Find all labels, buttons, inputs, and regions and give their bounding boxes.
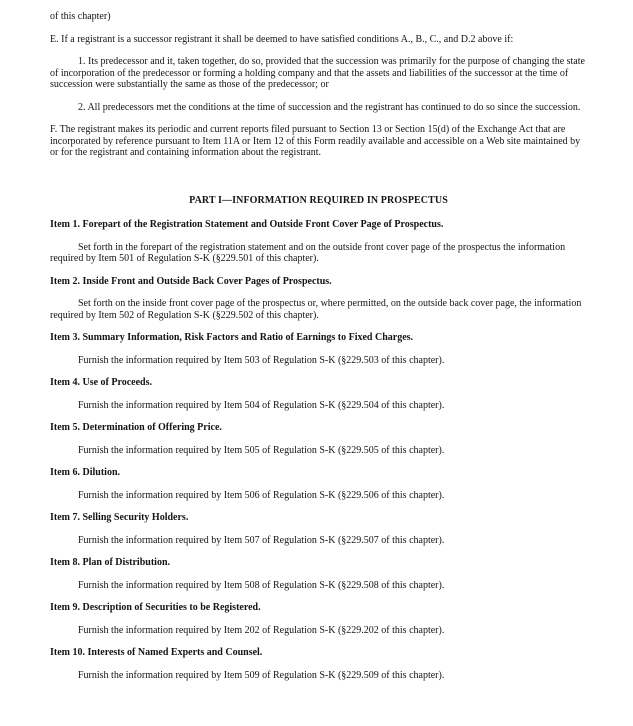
- item-5-body: Furnish the information required by Item 505 of Regulation S-K (§229.505 of this chapter).: [78, 444, 445, 456]
- item-8-body: Furnish the information required by Item 508 of Regulation S-K (§229.508 of this chapter).: [78, 579, 445, 591]
- item-9-heading: Item 9. Description of Securities to be Registered.: [50, 602, 261, 613]
- item-1-heading: Item 1. Forepart of the Registration Statement and Outside Front Cover Page of Prospectus.: [50, 219, 444, 230]
- item-6-body: Furnish the information required by Item 506 of Regulation S-K (§229.506 of this chapter).: [78, 489, 445, 501]
- item-2-heading: Item 2. Inside Front and Outside Back Cover Pages of Prospectus.: [50, 275, 332, 287]
- item-3-heading: Item 3. Summary Information, Risk Factors and Ratio of Earnings to Fixed Charges.: [50, 332, 414, 343]
- item-5-heading: Item 5. Determination of Offering Price.: [50, 422, 222, 433]
- item-9-body: Furnish the information required by Item 202 of Regulation S-K (§229.202 of this chapter).: [78, 624, 445, 636]
- item-1-body: Set forth in the forepart of the registration statement and on the outside front cover page of the prospectus the information required by Item 501 of Regulation S-K (§229.501 of this chapter).: [50, 241, 566, 264]
- item-8-heading: Item 8. Plan of Distribution.: [50, 557, 170, 568]
- part-i-heading: PART I—INFORMATION REQUIRED IN PROSPECTUS: [189, 194, 448, 206]
- item-10-heading: Item 10. Interests of Named Experts and Counsel.: [50, 647, 263, 658]
- item-4-body: Furnish the information required by Item 504 of Regulation S-K (§229.504 of this chapter).: [78, 399, 445, 411]
- condition-e-paragraph: E. If a registrant is a successor registrant it shall be deemed to have satisfied conditions A., B., C., and D.2 above if:: [50, 33, 514, 45]
- item-4-heading: Item 4. Use of Proceeds.: [50, 377, 153, 388]
- item-6-heading: Item 6. Dilution.: [50, 467, 120, 478]
- continuation-line: of this chapter): [50, 11, 111, 22]
- item-7-body: Furnish the information required by Item 507 of Regulation S-K (§229.507 of this chapter).: [78, 534, 445, 546]
- item-7-heading: Item 7. Selling Security Holders.: [50, 512, 189, 523]
- item-2-body: Set forth on the inside front cover page of the prospectus or, where permitted, on the outside back cover page, the information required by Item 502 of Regulation S-K (§229.502 of this chapter).: [50, 298, 582, 321]
- condition-e-subparagraph-1: 1. Its predecessor and it, taken together, do so, provided that the succession was primarily for the purpose of changing the state of incorporation of the predecessor or forming a holding company and that the assets and liabilities of the successor at the time of succession were substantially the same as those of the predecessor; or: [50, 56, 585, 90]
- item-3-body: Furnish the information required by Item 503 of Regulation S-K (§229.503 of this chapter).: [78, 354, 445, 366]
- condition-e-subparagraph-2: 2. All predecessors met the conditions at the time of succession and the registrant has continued to do so since the succession.: [78, 101, 581, 113]
- condition-f-paragraph: F. The registrant makes its periodic and current reports filed pursuant to Section 13 or Section 15(d) of the Exchange Act that are incorporated by reference pursuant to Item 11A or Item 12 of this Form readily available and accessible on a Web site maintained by or for the registrant and containing information about the registrant.: [50, 124, 581, 158]
- item-10-body: Furnish the information required by Item 509 of Regulation S-K (§229.509 of this chapter).: [78, 669, 445, 681]
